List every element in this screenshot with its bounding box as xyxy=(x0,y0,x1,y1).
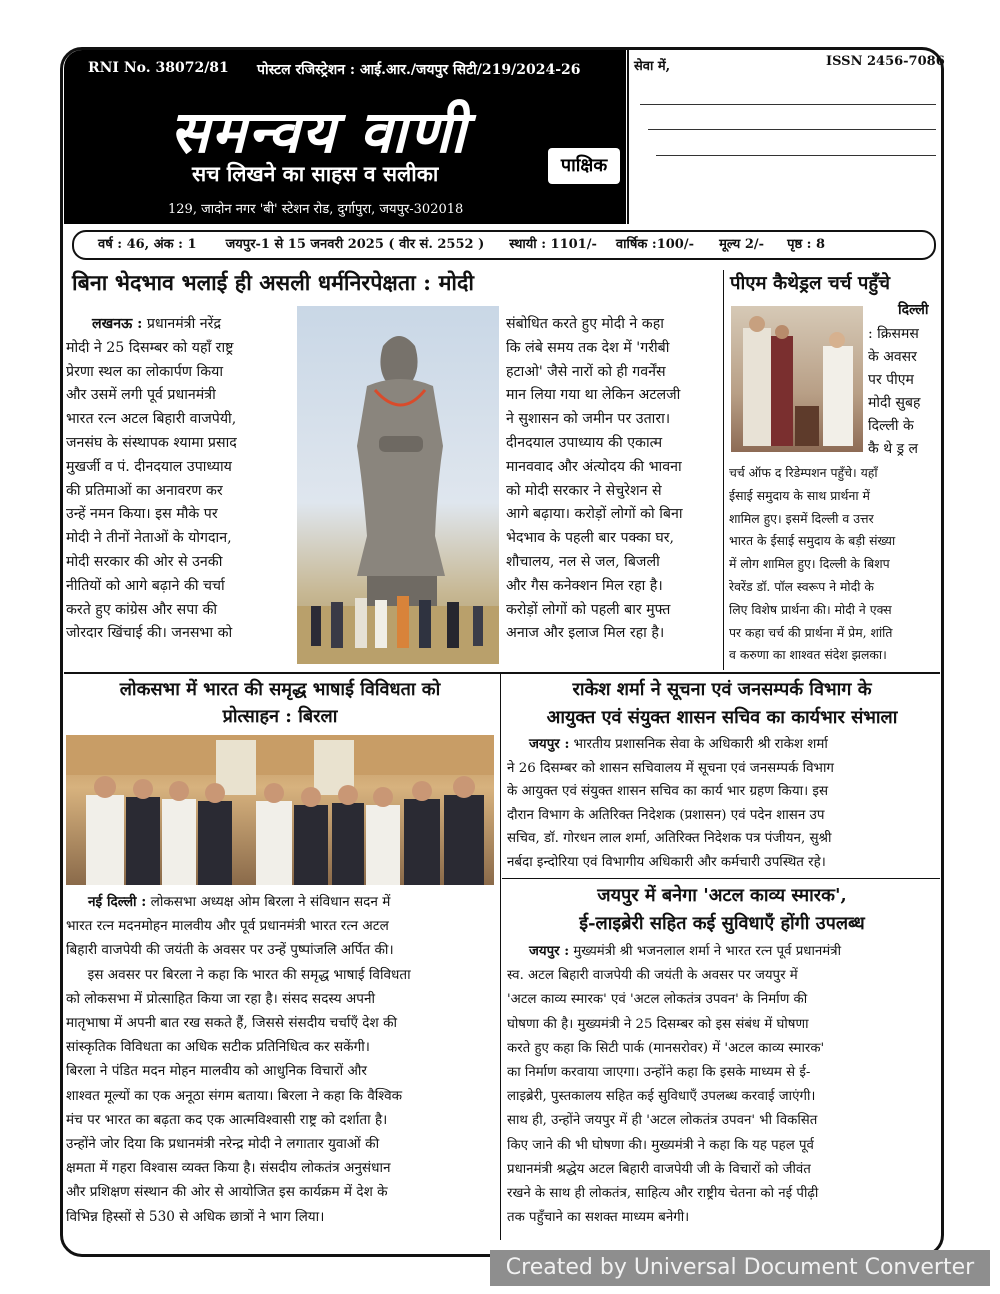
text-line: लखनऊ : प्रधानमंत्री नरेंद्र xyxy=(66,313,293,337)
text-line: चर्च ऑफ द रिडेम्पशन पहुँचे। यहाँ xyxy=(729,465,878,480)
annual-subscription: वार्षिक :100/- xyxy=(615,237,694,252)
text-line: करते हुए कांग्रेस और सपा की xyxy=(66,601,218,618)
text-line: जयपुर : भारतीय प्रशासनिक सेवा के अधिकारी श्री राकेश शर्मा xyxy=(507,733,937,757)
text-line: मोदी सुबह xyxy=(868,395,921,411)
text-line: के आयुक्त एवं संयुक्त शासन सचिव का कार्य भार ग्रहण किया। इस xyxy=(507,784,829,800)
rni-number: RNI No. 38072/81 xyxy=(88,60,229,76)
column-rule xyxy=(723,270,724,670)
text-line: में लोग शामिल हुए। दिल्ली के बिशप xyxy=(729,556,890,572)
text-line: स्व. अटल बिहारी वाजपेयी की जयंती के अवसर पर जयपुर में xyxy=(507,968,798,984)
addressee-label: सेवा में, xyxy=(634,59,671,74)
column-rule xyxy=(500,674,501,1240)
text-line: संबोधित करते हुए मोदी ने कहा xyxy=(506,316,664,332)
text-line: के अवसर xyxy=(868,349,917,365)
headline-church: पीएम कैथेड्रल चर्च पहुँचे xyxy=(730,273,890,294)
text-line: मान लिया गया था लेकिन अटलजी xyxy=(506,387,681,404)
dateline: लखनऊ : xyxy=(92,316,143,332)
text-line: करोड़ों लोगों को पहली बार मुफ्त xyxy=(506,601,671,618)
text-line: उन्हें नमन किया। इस मौके पर xyxy=(66,506,218,523)
address-line xyxy=(656,155,936,156)
photo-church-visit xyxy=(731,306,863,452)
text-line: ने सुशासन को जमीन पर उतारा। xyxy=(506,411,671,428)
text-line: को लोकसभा में प्रोत्साहित किया जा रहा है। संसद सदस्य अपनी xyxy=(66,990,376,1007)
text-line: मानववाद और अंत्योदय की भावना xyxy=(506,458,682,475)
photo-statue-unveiling xyxy=(297,306,499,664)
issue-date: जयपुर-1 से 15 जनवरी 2025 ( वीर सं. 2552 ) xyxy=(225,237,485,252)
headline-line: लोकसभा में भारत की समृद्ध भाषाई विविधता को xyxy=(119,679,441,700)
address-line xyxy=(648,129,936,130)
text-line: बिरला ने पंडित मदन मोहन मालवीय को आधुनिक विचारों और xyxy=(66,1063,367,1080)
text-line: और गैस कनेक्शन मिल रहा है। xyxy=(506,577,663,594)
text-line: क्षमता में गहरा विश्वास व्यक्त किया है। संसदीय लोकतंत्र अनुसंधान xyxy=(66,1160,391,1177)
text-line: पर पीएम xyxy=(868,372,914,388)
text-line: भेदभाव के पहली बार पक्का घर, xyxy=(506,530,675,547)
text-line: नई दिल्ली : लोकसभा अध्यक्ष ओम बिरला ने संविधान सदन में xyxy=(66,890,494,914)
text-line: और उसमें लगी पूर्व प्रधानमंत्री xyxy=(66,387,216,404)
dateline-church: दिल्ली xyxy=(898,302,929,318)
headline-modi: बिना भेदभाव भलाई ही असली धर्मनिरपेक्षता : मोदी xyxy=(72,271,474,296)
periodicity-badge: पाक्षिक xyxy=(548,148,620,184)
issn-number: ISSN 2456-7086 xyxy=(826,54,945,69)
headline-line: आयुक्त एवं संयुक्त शासन सचिव का कार्यभार संभाला xyxy=(546,707,898,728)
section-rule xyxy=(64,672,940,674)
dateline: नई दिल्ली : xyxy=(88,894,147,910)
office-address: 129, जादोन नगर 'बी' स्टेशन रोड, दुर्गापुरा, जयपुर-302018 xyxy=(168,202,464,217)
text-line: साथ ही, उन्होंने जयपुर में ही 'अटल लोकतंत्र उपवन' भी विकसित xyxy=(507,1113,818,1129)
text-line: पर कहा चर्च की प्रार्थना में प्रेम, शांति xyxy=(729,624,893,640)
text-line: मोदी सरकार की ओर से उनकी xyxy=(66,553,223,570)
story-church-body xyxy=(729,462,937,667)
text-line: किए जाने की भी घोषणा की। मुख्यमंत्री ने कहा कि यह पहल पूर्व xyxy=(507,1137,814,1153)
text-line: रखने के साथ ही लोकतंत्र, साहित्य और राष्ट्रीय चेतना को नई पीढ़ी xyxy=(507,1186,819,1202)
text-line: हटाओ' जैसे नारों को ही गवर्नेंस xyxy=(506,363,666,380)
text-line: इस अवसर पर बिरला ने कहा कि भारत की समृद्ध भाषाई विविधता xyxy=(66,966,411,983)
text-line: भारत के ईसाई समुदाय के बड़ी संख्या xyxy=(729,533,896,549)
text-line: का निर्माण करवाया जाएगा। उन्होंने कहा कि इसके माध्यम से ई- xyxy=(507,1065,811,1081)
dateline: जयपुर : xyxy=(529,736,570,752)
text-line: 'अटल काव्य स्मारक' एवं 'अटल लोकतंत्र उपवन' के निर्माण की xyxy=(507,992,808,1008)
volume-issue: वर्ष : 46, अंक : 1 xyxy=(98,237,197,252)
address-line xyxy=(640,104,936,105)
text-line: नीतियों को आगे बढ़ाने की चर्चा xyxy=(66,577,225,594)
newspaper-title: समन्वय वाणी xyxy=(170,98,468,166)
dateline: जयपुर : xyxy=(529,944,570,959)
text-line: शाश्वत मूल्यों का एक अनूठा संगम बताया। बिरला ने कहा कि वैश्विक xyxy=(66,1087,403,1104)
text-line: कै थे ड्र ल xyxy=(868,441,919,457)
story-atal-body xyxy=(507,940,937,1230)
text-line: सचिव, डॉ. गोरधन लाल शर्मा, अतिरिक्त निदेशक पत्र पंजीयन, सुश्री xyxy=(507,831,832,847)
text-line: सांस्कृतिक विविधता का अधिक सटीक प्रतिनिधित्व कर सकेंगी। xyxy=(66,1039,370,1056)
story-modi-column-1 xyxy=(66,313,293,646)
headline-sharma xyxy=(505,676,939,732)
text-line: घोषणा की है। मुख्यमंत्री ने 25 दिसम्बर को इस संबंध में घोषणा xyxy=(507,1016,809,1032)
text-line: रेवरेंड डॉ. पॉल स्वरूप ने मोदी के xyxy=(729,578,874,594)
story-birla-body xyxy=(66,890,494,1229)
newspaper-tagline: सच लिखने का साहस व सलीका xyxy=(192,161,439,186)
text-line: मंच पर भारत का बढ़ता कद एक आत्मविश्वासी राष्ट्र को दर्शाता है। xyxy=(66,1111,388,1128)
text-line: मोदी ने तीनों नेताओं के योगदान, xyxy=(66,530,232,547)
text-line: शामिल हुए। इसमें दिल्ली व उत्तर xyxy=(729,510,874,526)
photo-birla-tribute xyxy=(66,735,494,885)
converter-watermark: Created by Universal Document Converter xyxy=(490,1250,990,1286)
text-line: शौचालय, नल से जल, बिजली xyxy=(506,553,660,570)
text-line: उन्होंने जोर दिया कि प्रधानमंत्री नरेन्द्र मोदी ने लगातार युवाओं की xyxy=(66,1136,380,1153)
text-line: व करुणा का शाश्वत संदेश झलका। xyxy=(729,647,887,663)
text-line: विभिन्न हिस्सों से 530 से अधिक छात्रों ने भाग लिया। xyxy=(66,1208,325,1225)
postal-registration: पोस्टल रजिस्ट्रेशन : आई.आर./जयपुर सिटी/219/2024-26 xyxy=(257,62,581,78)
text-line: और प्रशिक्षण संस्थान की ओर से आयोजित इस कार्यक्रम में देश के xyxy=(66,1184,388,1201)
page-count: पृष्ठ : 8 xyxy=(787,237,826,252)
text-line: जनसंघ के संस्थापक श्यामा प्रसाद xyxy=(66,434,237,451)
text-line: करते हुए कहा कि सिटी पार्क (मानसरोवर) में 'अटल काव्य स्मारक' xyxy=(507,1040,825,1056)
headline-atal xyxy=(505,882,939,938)
text-line: आगे बढ़ाया। करोड़ों लोगों को बिना xyxy=(506,506,683,523)
text-line: जयपुर : मुख्यमंत्री श्री भजनलाल शर्मा ने भारत रत्न पूर्व प्रधानमंत्री xyxy=(507,940,937,964)
text-line: ईसाई समुदाय के साथ प्रार्थना में xyxy=(729,487,870,503)
text-line: जोरदार खिंचाई की। जनसभा को xyxy=(66,625,233,642)
text-line: दौरान विभाग के अतिरिक्त निदेशक (प्रशासन) एवं पदेन शासन उप xyxy=(507,807,825,823)
story-church-side xyxy=(868,323,936,461)
text-line: मातृभाषा में अपनी बात रख सकते हैं, जिससे संसदीय चर्चाएँ देश की xyxy=(66,1015,398,1032)
text-line: प्रधानमंत्री श्रद्धेय अटल बिहारी वाजपेयी जी के विचारों को जीवंत xyxy=(507,1161,811,1177)
story-modi-column-2 xyxy=(506,313,718,646)
text-line: भारत रत्न मदनमोहन मालवीय और पूर्व प्रधानमंत्री भारत रत्न अटल xyxy=(66,918,389,935)
masthead-divider xyxy=(627,48,629,224)
text-line: भारत रत्न अटल बिहारी वाजपेयी, xyxy=(66,411,237,428)
text-line: मोदी ने 25 दिसम्बर को यहाँ राष्ट्र xyxy=(66,339,234,356)
text-line: दीनदयाल उपाध्याय की एकात्म xyxy=(506,434,663,451)
text-line: मुखर्जी व पं. दीनदयाल उपाध्याय xyxy=(66,458,232,475)
text-line: लाइब्रेरी, पुस्तकालय सहित कई सुविधाएँ उपलब्ध करवाई जाएंगी। xyxy=(507,1089,816,1105)
text-line: ने 26 दिसम्बर को शासन सचिवालय में सूचना एवं जनसम्पर्क विभाग xyxy=(507,760,834,776)
text-line: अनाज और इलाज मिल रहा है। xyxy=(506,625,665,642)
lifetime-subscription: स्थायी : 1101/- xyxy=(509,237,597,252)
text-line: लिए विशेष प्रार्थना की। मोदी ने एक्स xyxy=(729,601,892,617)
text-line: तक पहुँचाने का सशक्त माध्यम बनेगी। xyxy=(507,1210,690,1226)
story-sharma-body xyxy=(507,733,937,875)
text-line: कि लंबे समय तक देश में 'गरीबी xyxy=(506,339,670,356)
section-rule xyxy=(502,878,940,879)
headline-line: प्रोत्साहन : बिरला xyxy=(222,706,338,727)
headline-line: राकेश शर्मा ने सूचना एवं जनसम्पर्क विभाग के xyxy=(572,679,872,700)
issue-info-bar xyxy=(72,230,936,260)
text-line: नर्बदा इन्दोरिया एवं विभागीय अधिकारी और कर्मचारी उपस्थित रहे। xyxy=(507,854,826,870)
text-line: की प्रतिमाओं का अनावरण कर xyxy=(66,482,223,499)
text-line: प्रेरणा स्थल का लोकार्पण किया xyxy=(66,363,223,380)
text-line: : क्रिसमस xyxy=(868,326,919,342)
headline-line: जयपुर में बनेगा 'अटल काव्य स्मारक', xyxy=(597,885,847,906)
text-line: बिहारी वाजपेयी की जयंती के अवसर पर उन्हें पुष्पांजलि अर्पित की। xyxy=(66,942,394,959)
text-line: को मोदी सरकार ने सेचुरेशन से xyxy=(506,482,662,499)
headline-line: ई-लाइब्रेरी सहित कई सुविधाएँ होंगी उपलब्ध xyxy=(579,913,865,934)
text-line: दिल्ली के xyxy=(868,418,914,434)
price: मूल्य 2/- xyxy=(719,237,765,252)
headline-birla xyxy=(64,676,496,730)
